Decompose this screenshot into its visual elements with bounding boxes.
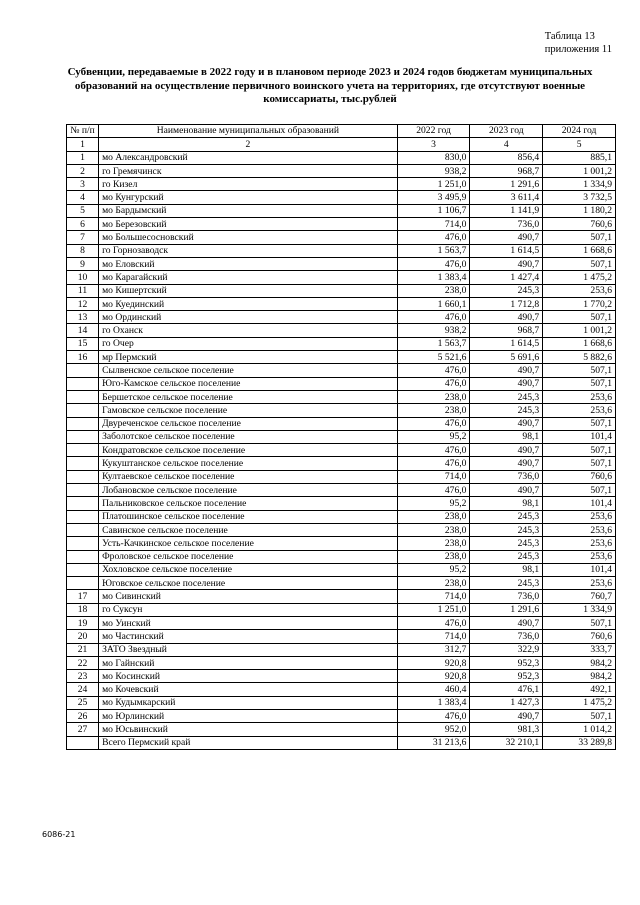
row-number-cell: 23 <box>67 670 99 683</box>
value-2024-cell: 1 180,2 <box>543 204 616 217</box>
value-2024-cell: 507,1 <box>543 231 616 244</box>
table-row <box>67 337 616 350</box>
value-2024-cell: 1 014,2 <box>543 723 616 736</box>
value-2024-cell: 507,1 <box>543 257 616 270</box>
value-2022-cell: 952,0 <box>397 723 470 736</box>
row-number-cell <box>67 377 99 390</box>
value-2022-cell: 1 563,7 <box>397 244 470 257</box>
row-number-cell <box>67 417 99 430</box>
row-number-cell: 10 <box>67 271 99 284</box>
value-2023-cell: 736,0 <box>470 470 543 483</box>
value-2022-cell: 238,0 <box>397 577 470 590</box>
row-number-cell: 22 <box>67 656 99 669</box>
value-2023-cell: 98,1 <box>470 430 543 443</box>
value-2022-cell: 476,0 <box>397 257 470 270</box>
table-row <box>67 470 616 483</box>
row-number-cell: 4 <box>67 191 99 204</box>
table-row <box>67 151 616 164</box>
value-2023-cell: 968,7 <box>470 324 543 337</box>
table-row <box>67 271 616 284</box>
value-2022-cell: 1 383,4 <box>397 696 470 709</box>
row-number-cell: 26 <box>67 710 99 723</box>
municipality-name-cell: Култаевское сельское поселение <box>99 470 398 483</box>
value-2024-cell: 507,1 <box>543 457 616 470</box>
row-number-cell <box>67 470 99 483</box>
value-2023-cell: 1 291,6 <box>470 603 543 616</box>
table-row <box>67 231 616 244</box>
row-number-cell: 24 <box>67 683 99 696</box>
value-2024-cell: 1 001,2 <box>543 164 616 177</box>
value-2023-cell: 32 210,1 <box>470 736 543 749</box>
value-2024-cell: 760,6 <box>543 470 616 483</box>
municipality-name-cell: Платошинское сельское поселение <box>99 510 398 523</box>
table-row <box>67 417 616 430</box>
municipality-name-cell: мо Гайнский <box>99 656 398 669</box>
value-2022-cell: 714,0 <box>397 630 470 643</box>
value-2024-cell: 253,6 <box>543 404 616 417</box>
value-2023-cell: 952,3 <box>470 670 543 683</box>
table-row <box>67 696 616 709</box>
value-2023-cell: 490,7 <box>470 311 543 324</box>
value-2024-cell: 507,1 <box>543 616 616 629</box>
row-number-cell <box>67 523 99 536</box>
value-2024-cell: 1 334,9 <box>543 178 616 191</box>
value-2023-cell: 245,3 <box>470 404 543 417</box>
row-number-cell <box>67 510 99 523</box>
municipality-name-cell: мо Юрлинский <box>99 710 398 723</box>
row-number-cell: 12 <box>67 297 99 310</box>
value-2023-cell: 736,0 <box>470 218 543 231</box>
value-2024-cell: 5 882,6 <box>543 351 616 364</box>
row-number-cell <box>67 563 99 576</box>
header-name: Наименование муниципальных образований <box>99 125 398 138</box>
table-row <box>67 351 616 364</box>
value-2024-cell: 1 001,2 <box>543 324 616 337</box>
table-row <box>67 603 616 616</box>
row-number-cell <box>67 550 99 563</box>
value-2022-cell: 714,0 <box>397 470 470 483</box>
value-2022-cell: 95,2 <box>397 497 470 510</box>
value-2024-cell: 253,6 <box>543 577 616 590</box>
municipality-name-cell: мо Куединский <box>99 297 398 310</box>
value-2023-cell: 5 691,6 <box>470 351 543 364</box>
value-2023-cell: 1 291,6 <box>470 178 543 191</box>
row-number-cell: 6 <box>67 218 99 231</box>
value-2022-cell: 938,2 <box>397 324 470 337</box>
value-2024-cell: 760,6 <box>543 630 616 643</box>
index-cell: 3 <box>397 138 470 151</box>
municipality-name-cell: мо Частинский <box>99 630 398 643</box>
index-cell: 4 <box>470 138 543 151</box>
table-row <box>67 178 616 191</box>
municipality-name-cell: Всего Пермский край <box>99 736 398 749</box>
value-2024-cell: 507,1 <box>543 364 616 377</box>
value-2022-cell: 920,8 <box>397 656 470 669</box>
value-2022-cell: 1 106,7 <box>397 204 470 217</box>
municipality-name-cell: Сылвенское сельское поселение <box>99 364 398 377</box>
table-row <box>67 736 616 749</box>
row-number-cell: 2 <box>67 164 99 177</box>
value-2022-cell: 476,0 <box>397 444 470 457</box>
table-body <box>67 151 616 749</box>
value-2022-cell: 5 521,6 <box>397 351 470 364</box>
annex-table-number: Таблица 13 <box>544 31 595 42</box>
value-2022-cell: 476,0 <box>397 484 470 497</box>
municipality-name-cell: мо Александровский <box>99 151 398 164</box>
value-2023-cell: 490,7 <box>470 377 543 390</box>
value-2024-cell: 253,6 <box>543 284 616 297</box>
value-2024-cell: 253,6 <box>543 550 616 563</box>
row-number-cell: 27 <box>67 723 99 736</box>
value-2024-cell: 984,2 <box>543 670 616 683</box>
value-2023-cell: 245,3 <box>470 537 543 550</box>
table-row <box>67 616 616 629</box>
row-number-cell: 8 <box>67 244 99 257</box>
value-2023-cell: 1 712,8 <box>470 297 543 310</box>
table-row <box>67 484 616 497</box>
table-row <box>67 244 616 257</box>
value-2023-cell: 736,0 <box>470 630 543 643</box>
municipality-name-cell: мо Еловский <box>99 257 398 270</box>
row-number-cell <box>67 404 99 417</box>
value-2022-cell: 714,0 <box>397 218 470 231</box>
document-title: Субвенции, передаваемые в 2022 году и в плановом периоде 2023 и 2024 годов бюджетам муниципальных образований на осуществление первичного воинского учета на территориях, где отсутствуют военные комиссариаты, тыс.рублей <box>67 66 593 105</box>
table-row <box>67 497 616 510</box>
value-2023-cell: 981,3 <box>470 723 543 736</box>
value-2022-cell: 238,0 <box>397 390 470 403</box>
row-number-cell <box>67 736 99 749</box>
value-2024-cell: 507,1 <box>543 311 616 324</box>
value-2023-cell: 245,3 <box>470 284 543 297</box>
municipality-name-cell: Савинское сельское поселение <box>99 523 398 536</box>
value-2023-cell: 3 611,4 <box>470 191 543 204</box>
value-2022-cell: 95,2 <box>397 430 470 443</box>
municipality-name-cell: Лобановское сельское поселение <box>99 484 398 497</box>
table-row <box>67 537 616 550</box>
column-index-row <box>67 138 616 151</box>
value-2022-cell: 238,0 <box>397 537 470 550</box>
value-2022-cell: 1 251,0 <box>397 178 470 191</box>
value-2023-cell: 1 427,3 <box>470 696 543 709</box>
value-2023-cell: 245,3 <box>470 390 543 403</box>
row-number-cell: 5 <box>67 204 99 217</box>
value-2024-cell: 253,6 <box>543 510 616 523</box>
value-2024-cell: 33 289,8 <box>543 736 616 749</box>
table-row <box>67 284 616 297</box>
value-2023-cell: 968,7 <box>470 164 543 177</box>
value-2023-cell: 1 614,5 <box>470 244 543 257</box>
municipality-name-cell: мо Бардымский <box>99 204 398 217</box>
municipality-name-cell: мр Пермский <box>99 351 398 364</box>
index-cell: 2 <box>99 138 398 151</box>
value-2024-cell: 507,1 <box>543 710 616 723</box>
value-2023-cell: 245,3 <box>470 577 543 590</box>
value-2022-cell: 830,0 <box>397 151 470 164</box>
index-cell: 1 <box>67 138 99 151</box>
value-2024-cell: 101,4 <box>543 497 616 510</box>
value-2023-cell: 322,9 <box>470 643 543 656</box>
row-number-cell: 11 <box>67 284 99 297</box>
value-2024-cell: 3 732,5 <box>543 191 616 204</box>
value-2024-cell: 507,1 <box>543 484 616 497</box>
value-2022-cell: 938,2 <box>397 164 470 177</box>
value-2023-cell: 490,7 <box>470 417 543 430</box>
table-row <box>67 457 616 470</box>
row-number-cell: 3 <box>67 178 99 191</box>
municipality-name-cell: Кондратовское сельское поселение <box>99 444 398 457</box>
value-2024-cell: 507,1 <box>543 417 616 430</box>
value-2024-cell: 885,1 <box>543 151 616 164</box>
row-number-cell <box>67 484 99 497</box>
header-2022: 2022 год <box>397 125 470 138</box>
value-2024-cell: 101,4 <box>543 563 616 576</box>
row-number-cell: 16 <box>67 351 99 364</box>
municipality-name-cell: го Оханск <box>99 324 398 337</box>
row-number-cell <box>67 577 99 590</box>
table-row <box>67 164 616 177</box>
table-row <box>67 643 616 656</box>
row-number-cell <box>67 497 99 510</box>
value-2023-cell: 490,7 <box>470 710 543 723</box>
municipality-name-cell: Усть-Качкинское сельское поселение <box>99 537 398 550</box>
value-2022-cell: 476,0 <box>397 231 470 244</box>
municipality-name-cell: мо Кудымкарский <box>99 696 398 709</box>
municipality-name-cell: ЗАТО Звездный <box>99 643 398 656</box>
row-number-cell: 1 <box>67 151 99 164</box>
value-2022-cell: 476,0 <box>397 616 470 629</box>
row-number-cell <box>67 457 99 470</box>
row-number-cell: 17 <box>67 590 99 603</box>
value-2024-cell: 1 475,2 <box>543 696 616 709</box>
index-cell: 5 <box>543 138 616 151</box>
table-row <box>67 670 616 683</box>
municipality-name-cell: Фроловское сельское поселение <box>99 550 398 563</box>
row-number-cell <box>67 537 99 550</box>
value-2023-cell: 245,3 <box>470 523 543 536</box>
header-number: № п/п <box>67 125 99 138</box>
value-2024-cell: 984,2 <box>543 656 616 669</box>
value-2022-cell: 1 251,0 <box>397 603 470 616</box>
table-row <box>67 364 616 377</box>
table-row <box>67 444 616 457</box>
value-2024-cell: 1 668,6 <box>543 244 616 257</box>
row-number-cell: 20 <box>67 630 99 643</box>
municipality-name-cell: го Горнозаводск <box>99 244 398 257</box>
table-row <box>67 377 616 390</box>
municipality-name-cell: Заболотское сельское поселение <box>99 430 398 443</box>
municipality-name-cell: Кукуштанское сельское поселение <box>99 457 398 470</box>
value-2022-cell: 476,0 <box>397 457 470 470</box>
table-row <box>67 297 616 310</box>
municipality-name-cell: мо Уинский <box>99 616 398 629</box>
table-row <box>67 430 616 443</box>
value-2022-cell: 1 660,1 <box>397 297 470 310</box>
value-2024-cell: 507,1 <box>543 377 616 390</box>
row-number-cell: 14 <box>67 324 99 337</box>
annex-appendix-number: приложения 11 <box>544 44 612 55</box>
value-2023-cell: 736,0 <box>470 590 543 603</box>
municipality-name-cell: го Суксун <box>99 603 398 616</box>
value-2022-cell: 95,2 <box>397 563 470 576</box>
value-2022-cell: 920,8 <box>397 670 470 683</box>
value-2023-cell: 490,7 <box>470 457 543 470</box>
value-2022-cell: 476,0 <box>397 710 470 723</box>
row-number-cell: 9 <box>67 257 99 270</box>
value-2022-cell: 1 383,4 <box>397 271 470 284</box>
row-number-cell: 18 <box>67 603 99 616</box>
table-row <box>67 510 616 523</box>
value-2024-cell: 101,4 <box>543 430 616 443</box>
value-2023-cell: 1 427,4 <box>470 271 543 284</box>
row-number-cell <box>67 430 99 443</box>
table-row <box>67 683 616 696</box>
municipality-name-cell: мо Большесосновский <box>99 231 398 244</box>
row-number-cell <box>67 364 99 377</box>
municipality-name-cell: го Очер <box>99 337 398 350</box>
value-2023-cell: 1 141,9 <box>470 204 543 217</box>
annex-reference <box>545 30 612 56</box>
municipality-name-cell: мо Косинский <box>99 670 398 683</box>
row-number-cell <box>67 390 99 403</box>
value-2022-cell: 3 495,9 <box>397 191 470 204</box>
value-2024-cell: 760,7 <box>543 590 616 603</box>
value-2024-cell: 333,7 <box>543 643 616 656</box>
value-2023-cell: 245,3 <box>470 550 543 563</box>
municipality-name-cell: Хохловское сельское поселение <box>99 563 398 576</box>
municipality-name-cell: Бершетское сельское поселение <box>99 390 398 403</box>
value-2022-cell: 1 563,7 <box>397 337 470 350</box>
value-2023-cell: 490,7 <box>470 616 543 629</box>
value-2023-cell: 856,4 <box>470 151 543 164</box>
value-2024-cell: 1 475,2 <box>543 271 616 284</box>
municipality-name-cell: мо Сивинский <box>99 590 398 603</box>
value-2022-cell: 476,0 <box>397 417 470 430</box>
municipality-name-cell: Гамовское сельское поселение <box>99 404 398 417</box>
value-2022-cell: 238,0 <box>397 284 470 297</box>
value-2022-cell: 476,0 <box>397 377 470 390</box>
municipality-name-cell: мо Кунгурский <box>99 191 398 204</box>
table-row <box>67 577 616 590</box>
table-row <box>67 404 616 417</box>
value-2022-cell: 31 213,6 <box>397 736 470 749</box>
row-number-cell: 13 <box>67 311 99 324</box>
municipality-name-cell: мо Карагайский <box>99 271 398 284</box>
row-number-cell: 19 <box>67 616 99 629</box>
value-2023-cell: 490,7 <box>470 364 543 377</box>
value-2024-cell: 1 334,9 <box>543 603 616 616</box>
value-2024-cell: 760,6 <box>543 218 616 231</box>
table-row <box>67 218 616 231</box>
value-2024-cell: 492,1 <box>543 683 616 696</box>
table-row <box>67 523 616 536</box>
municipality-name-cell: мо Юсьвинский <box>99 723 398 736</box>
value-2024-cell: 1 770,2 <box>543 297 616 310</box>
subventions-table <box>66 124 616 750</box>
value-2023-cell: 245,3 <box>470 510 543 523</box>
table-row <box>67 590 616 603</box>
row-number-cell: 25 <box>67 696 99 709</box>
table-row <box>67 710 616 723</box>
value-2022-cell: 238,0 <box>397 404 470 417</box>
value-2022-cell: 238,0 <box>397 510 470 523</box>
municipality-name-cell: Юго-Камское сельское поселение <box>99 377 398 390</box>
municipality-name-cell: Юговское сельское поселение <box>99 577 398 590</box>
row-number-cell: 7 <box>67 231 99 244</box>
value-2024-cell: 253,6 <box>543 390 616 403</box>
value-2024-cell: 253,6 <box>543 537 616 550</box>
value-2024-cell: 1 668,6 <box>543 337 616 350</box>
row-number-cell: 21 <box>67 643 99 656</box>
municipality-name-cell: мо Кишертский <box>99 284 398 297</box>
value-2022-cell: 238,0 <box>397 523 470 536</box>
value-2023-cell: 490,7 <box>470 231 543 244</box>
value-2023-cell: 98,1 <box>470 497 543 510</box>
value-2023-cell: 476,1 <box>470 683 543 696</box>
value-2022-cell: 476,0 <box>397 311 470 324</box>
value-2022-cell: 312,7 <box>397 643 470 656</box>
table-row <box>67 723 616 736</box>
value-2023-cell: 490,7 <box>470 484 543 497</box>
value-2023-cell: 490,7 <box>470 257 543 270</box>
value-2022-cell: 460,4 <box>397 683 470 696</box>
value-2022-cell: 476,0 <box>397 364 470 377</box>
municipality-name-cell: мо Кочевский <box>99 683 398 696</box>
table-row <box>67 563 616 576</box>
table-row <box>67 191 616 204</box>
municipality-name-cell: мо Ординский <box>99 311 398 324</box>
header-2023: 2023 год <box>470 125 543 138</box>
value-2023-cell: 952,3 <box>470 656 543 669</box>
table-row <box>67 324 616 337</box>
municipality-name-cell: Двуреченское сельское поселение <box>99 417 398 430</box>
value-2024-cell: 507,1 <box>543 444 616 457</box>
table-row <box>67 257 616 270</box>
municipality-name-cell: го Гремячинск <box>99 164 398 177</box>
table-row <box>67 630 616 643</box>
table-row <box>67 656 616 669</box>
header-2024: 2024 год <box>543 125 616 138</box>
municipality-name-cell: мо Березовский <box>99 218 398 231</box>
table-row <box>67 204 616 217</box>
table-row <box>67 550 616 563</box>
footer-code: 6086-21 <box>42 830 76 839</box>
value-2022-cell: 238,0 <box>397 550 470 563</box>
value-2023-cell: 1 614,5 <box>470 337 543 350</box>
value-2023-cell: 98,1 <box>470 563 543 576</box>
table-row <box>67 390 616 403</box>
row-number-cell <box>67 444 99 457</box>
value-2024-cell: 253,6 <box>543 523 616 536</box>
row-number-cell: 15 <box>67 337 99 350</box>
municipality-name-cell: Пальниковское сельское поселение <box>99 497 398 510</box>
municipality-name-cell: го Кизел <box>99 178 398 191</box>
value-2023-cell: 490,7 <box>470 444 543 457</box>
value-2022-cell: 714,0 <box>397 590 470 603</box>
table-row <box>67 311 616 324</box>
